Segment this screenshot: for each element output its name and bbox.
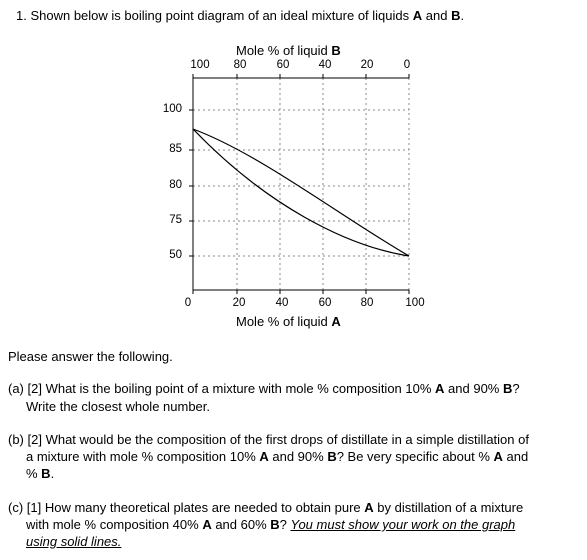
question-a-line1: (a) [2] What is the boiling point of a mixture with mole % composition 10% A and 90% B? [8, 381, 520, 396]
instructions: Please answer the following. [8, 349, 173, 364]
vapor-curve [193, 129, 409, 256]
top-tick-label: 60 [276, 59, 290, 71]
top-axis-label: Mole % of liquid B [236, 43, 341, 58]
chart-axes [189, 74, 409, 294]
question-a-line2: Write the closest whole number. [26, 399, 211, 414]
y-tick-label: 100 [162, 103, 182, 115]
question-c-line1: (c) [1] How many theoretical plates are needed to obtain pure A by distillation of a mixture [8, 500, 524, 515]
bottom-axis-label: Mole % of liquid A [236, 314, 341, 329]
liquid-curve [193, 129, 409, 256]
bottom-tick-label: 100 [405, 297, 425, 309]
top-tick-label: 100 [190, 59, 210, 71]
top-tick-label: 80 [233, 59, 247, 71]
question-c-line3: using solid lines. [26, 534, 122, 549]
question-c-line2: with mole % composition 40% A and 60% B? You must show your work on the graph [26, 517, 516, 532]
chart-grid [193, 78, 409, 290]
bottom-tick-label: 40 [275, 297, 289, 309]
bottom-tick-label: 0 [184, 297, 192, 309]
top-tick-label: 0 [403, 59, 411, 71]
top-tick-label: 40 [318, 59, 332, 71]
question-b-line3: % B. [26, 466, 55, 481]
question-b-line2: a mixture with mole % composition 10% A and 90% B? Be very specific about % A and [26, 449, 529, 464]
question-b-line1: (b) [2] What would be the composition of the first drops of distillate in a simple distillation of [8, 432, 529, 447]
bottom-tick-label: 80 [360, 297, 374, 309]
y-tick-label: 75 [169, 214, 182, 226]
bottom-tick-label: 60 [318, 297, 332, 309]
chart-curves [193, 129, 409, 256]
bottom-tick-label: 20 [232, 297, 246, 309]
top-tick-label: 20 [360, 59, 374, 71]
y-tick-label: 80 [169, 179, 182, 191]
y-tick-label: 85 [169, 143, 182, 155]
y-tick-label: 50 [169, 249, 182, 261]
question-title: 1. Shown below is boiling point diagram of an ideal mixture of liquids A and B. [16, 8, 465, 23]
